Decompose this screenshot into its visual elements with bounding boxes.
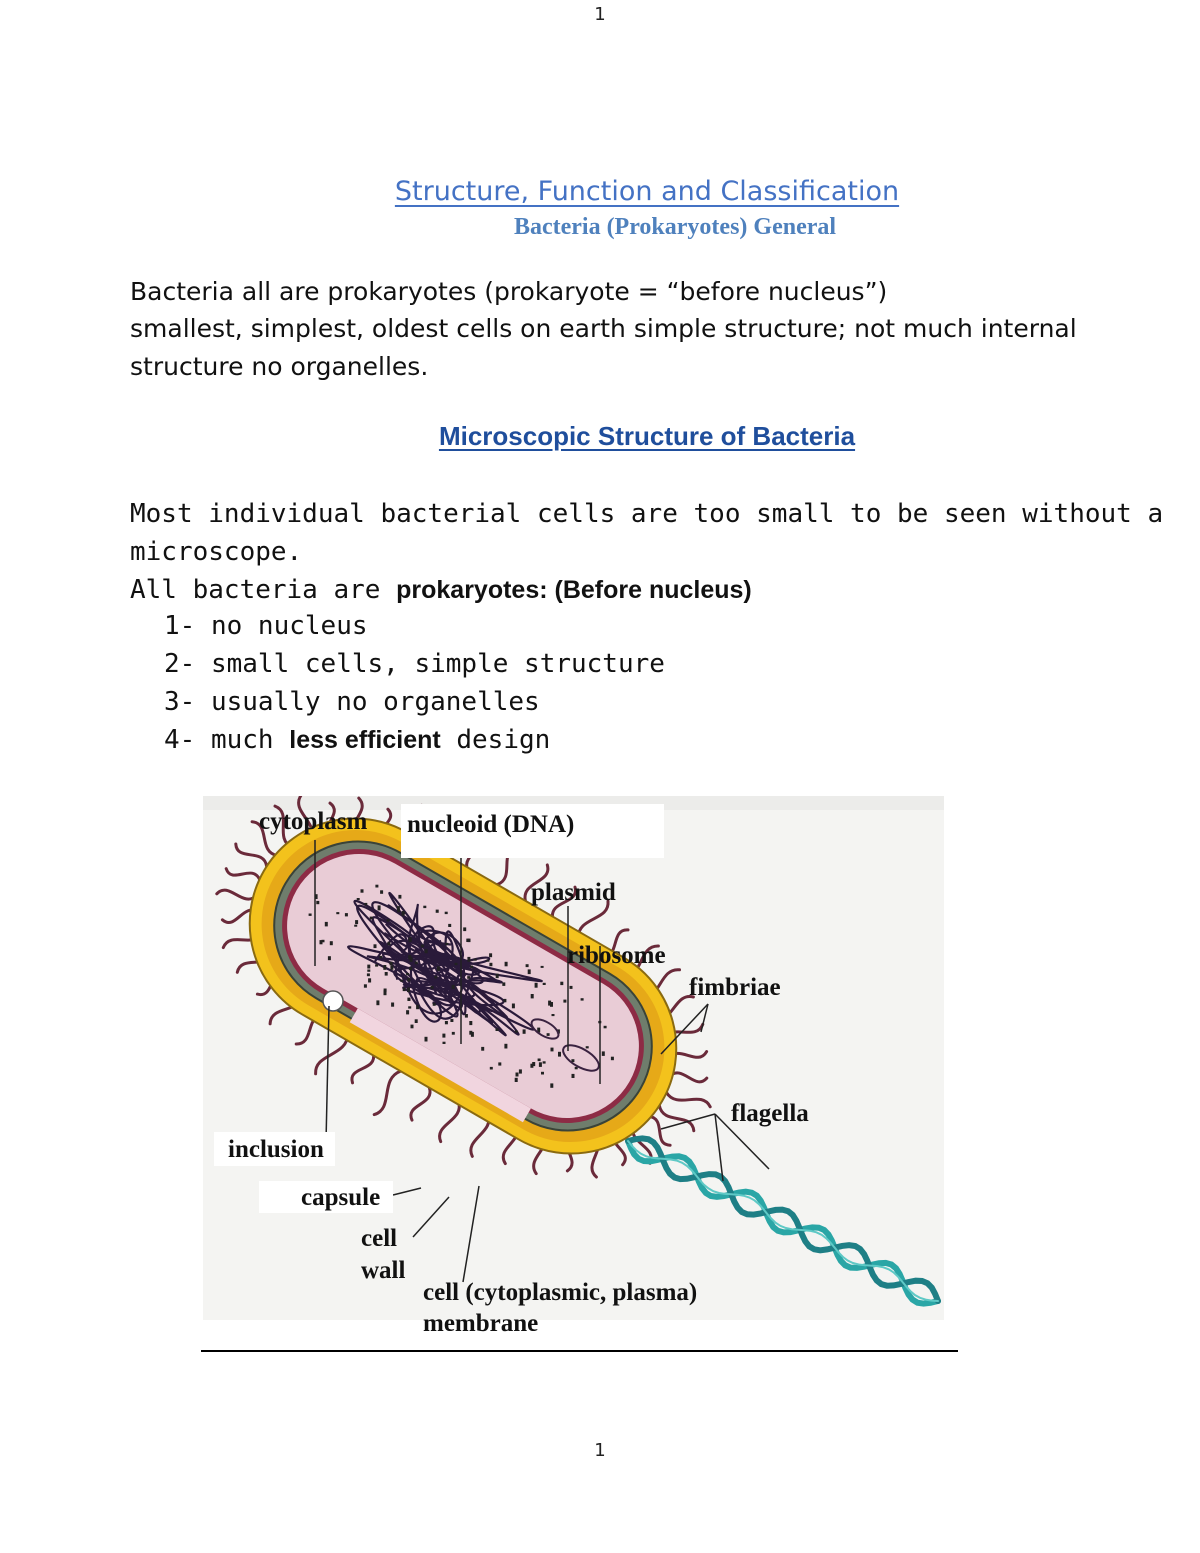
list-item-text: small cells, simple structure (210, 649, 665, 679)
ribosome-dot (604, 1026, 607, 1029)
intro-line-3: structure no organelles. (130, 352, 429, 381)
ribosome-dot (409, 967, 412, 970)
ribosome-dot (406, 973, 409, 975)
section-para-line-1: Most individual bacterial cells are too small to be seen without a (130, 499, 1164, 529)
page-title: Structure, Function and Classification (394, 176, 900, 207)
ribosome-dot (383, 965, 386, 970)
ribosome-dot (403, 988, 406, 991)
ribosome-dot (452, 1032, 455, 1035)
ribosome-dot (402, 912, 405, 915)
ribosome-dot (489, 963, 492, 966)
ribosome-dot (523, 1029, 526, 1033)
ribosome-dot (552, 1014, 555, 1016)
ribosome-dot (541, 966, 544, 968)
ribosome-dot (563, 1000, 566, 1003)
ribosome-dot (543, 1061, 546, 1063)
ribosome-dot (398, 895, 401, 899)
ribosome-dot (364, 903, 367, 905)
ribosome-dot (390, 962, 393, 966)
list-item-number: 2- (164, 649, 196, 679)
label-membrane-line2: membrane (423, 1310, 539, 1337)
ribosome-dot (387, 919, 390, 922)
ribosome-dot (421, 945, 424, 948)
ribosome-dot (385, 972, 388, 976)
ribosome-dot (502, 982, 505, 986)
label-cytoplasm: cytoplasm (259, 808, 368, 835)
ribosome-dot (490, 1067, 493, 1070)
ribosome-dot (548, 1001, 551, 1006)
ribosome-dot (320, 940, 323, 944)
list-item (164, 725, 550, 755)
ribosome-dot (345, 913, 348, 916)
ribosome-dot (330, 941, 333, 945)
ribosome-dot (354, 925, 357, 927)
ribosome-dot (309, 914, 312, 916)
label-flagella: flagella (731, 1100, 809, 1127)
ribosome-dot (425, 1037, 428, 1042)
ribosome-dot (515, 1031, 518, 1033)
ribosome-dot (463, 927, 466, 931)
ribosome-dot (486, 960, 489, 962)
ribosome-dot (467, 976, 470, 979)
ribosome-dot (367, 970, 370, 972)
ribosome-dot (437, 966, 440, 971)
label-cell-wall-line1: cell (361, 1225, 398, 1252)
intro-line-1: Bacteria all are prokaryotes (prokaryote = “before nucleus”) (130, 277, 888, 306)
ribosome-dot (384, 990, 387, 995)
ribosome-dot (550, 1083, 553, 1087)
label-capsule: capsule (301, 1184, 381, 1211)
label-inclusion: inclusion (228, 1136, 324, 1163)
header-page-number: 1 (594, 4, 606, 25)
ribosome-dot (406, 1010, 409, 1014)
ribosome-dot (469, 1021, 472, 1025)
ribosome-dot (465, 1014, 468, 1018)
ribosome-dot (602, 1051, 605, 1056)
ribosome-dot (515, 1078, 518, 1082)
ribosome-dot (467, 957, 470, 962)
page-subtitle: Bacteria (Prokaryotes) General (513, 214, 837, 240)
ribosome-dot (503, 999, 506, 1002)
ribosome-dot (489, 953, 492, 957)
ribosome-dot (416, 1005, 419, 1009)
ribosome-dot (431, 986, 434, 989)
ribosome-dot (415, 962, 418, 965)
ribosome-dot (496, 974, 499, 978)
ribosome-dot (474, 959, 477, 961)
ribosome-dot (504, 1044, 507, 1049)
ribosome-dot (316, 901, 319, 904)
ribosome-dot (539, 1062, 542, 1067)
label-plasmid: plasmid (531, 879, 616, 906)
ribosome-dot (423, 906, 426, 908)
ribosome-dot (547, 1033, 550, 1036)
list-item-number: 3- (164, 687, 196, 717)
bacteria-diagram (203, 796, 944, 1320)
ribosome-dot (425, 949, 428, 953)
ribosome-dot (466, 939, 469, 942)
ribosome-dot (570, 986, 573, 989)
ribosome-dot (376, 1000, 379, 1005)
ribosome-dot (452, 985, 455, 989)
ribosome-dot (436, 910, 439, 913)
label-membrane-line1: cell (cytoplasmic, plasma) (423, 1279, 698, 1306)
ribosome-dot (410, 957, 413, 962)
ribosome-dot (445, 1021, 448, 1024)
ribosome-dot (512, 1004, 515, 1009)
ribosome-dot (530, 1064, 533, 1068)
inclusion-granule (323, 991, 343, 1011)
ribosome-dot (355, 920, 358, 924)
intro-line-2: smallest, simplest, oldest cells on earth simple structure; not much internal (130, 314, 1077, 343)
list-item-bold-text: less efficient (289, 726, 441, 754)
ribosome-dot (378, 905, 381, 910)
ribosome-dot (367, 973, 370, 976)
section-heading: Microscopic Structure of Bacteria (438, 421, 856, 451)
ribosome-dot (434, 976, 437, 979)
label-ribosome: ribosome (567, 942, 666, 969)
ribosome-dot (581, 998, 584, 1000)
ribosome-dot (519, 1069, 522, 1073)
ribosome-dot (505, 962, 508, 967)
ribosome-dot (445, 943, 448, 945)
ribosome-dot (364, 984, 367, 987)
ribosome-dot (572, 1074, 575, 1078)
prokaryote-statement-bold: prokaryotes: (Before nucleus) (396, 576, 752, 604)
ribosome-dot (408, 1006, 411, 1008)
ribosome-dot (498, 1062, 501, 1065)
ribosome-dot (528, 969, 531, 974)
label-cell-wall-line2: wall (361, 1257, 406, 1284)
ribosome-dot (469, 1031, 472, 1035)
ribosome-dot (368, 978, 371, 982)
prokaryote-statement-prefix: All bacteria are (130, 575, 397, 605)
ribosome-dot (361, 889, 364, 892)
ribosome-dot (496, 1028, 499, 1031)
ribosome-dot (445, 912, 448, 914)
list-item (164, 687, 540, 717)
ribosome-dot (411, 1025, 414, 1029)
ribosome-dot (450, 1019, 453, 1022)
ribosome-dot (586, 1046, 589, 1048)
ribosome-dot (370, 917, 373, 920)
ribosome-dot (415, 1019, 418, 1023)
list-item-text: no nucleus (210, 611, 368, 641)
ribosome-dot (541, 1072, 544, 1075)
label-nucleoid: nucleoid (DNA) (407, 811, 575, 838)
section-divider (201, 1350, 958, 1352)
list-item (164, 649, 665, 679)
ribosome-dot (375, 964, 378, 966)
ribosome-dot (407, 978, 410, 982)
ribosome-dot (611, 1057, 614, 1061)
ribosome-dot (470, 966, 473, 968)
ribosome-dot (336, 912, 339, 914)
section-para-line-2: microscope. (130, 537, 303, 567)
list-item-text: much (210, 725, 290, 755)
prokaryote-statement (130, 575, 752, 605)
ribosome-dot (390, 966, 393, 970)
ribosome-dot (560, 982, 563, 985)
ribosome-dot (448, 924, 451, 927)
ribosome-dot (374, 944, 377, 948)
ribosome-dot (387, 942, 390, 946)
ribosome-dot (391, 1003, 394, 1007)
ribosome-dot (443, 1042, 446, 1044)
ribosome-dot (433, 1003, 436, 1006)
list-item (164, 611, 368, 641)
ribosome-dot (407, 998, 410, 1001)
list-item-number: 1- (164, 611, 196, 641)
ribosome-dot (558, 1052, 561, 1057)
ribosome-dot (526, 964, 529, 967)
ribosome-dot (516, 1073, 519, 1077)
ribosome-dot (397, 909, 400, 912)
ribosome-dot (551, 1048, 554, 1052)
ribosome-dot (379, 956, 382, 958)
ribosome-dot (407, 987, 410, 992)
ribosome-dot (375, 885, 378, 888)
ribosome-dot (380, 890, 383, 894)
ribosome-dot (409, 937, 412, 942)
ribosome-dot (531, 994, 534, 998)
ribosome-dot (538, 1059, 541, 1062)
ribosome-dot (481, 1047, 484, 1051)
list-item-number: 4- (164, 725, 196, 755)
ribosome-dot (442, 1034, 445, 1038)
label-fimbriae: fimbriae (689, 974, 781, 1001)
ribosome-dot (325, 922, 328, 927)
ribosome-dot (328, 956, 331, 960)
ribosome-dot (535, 983, 538, 988)
ribosome-dot (357, 898, 360, 900)
list-item-text: usually no organelles (210, 687, 540, 717)
ribosome-dot (367, 965, 370, 969)
ribosome-dot (397, 906, 400, 909)
ribosome-dot (455, 963, 458, 965)
list-item-text-suffix: design (440, 725, 551, 755)
ribosome-dot (400, 980, 403, 982)
ribosome-dot (543, 983, 546, 985)
footer-page-number: 1 (594, 1440, 606, 1461)
